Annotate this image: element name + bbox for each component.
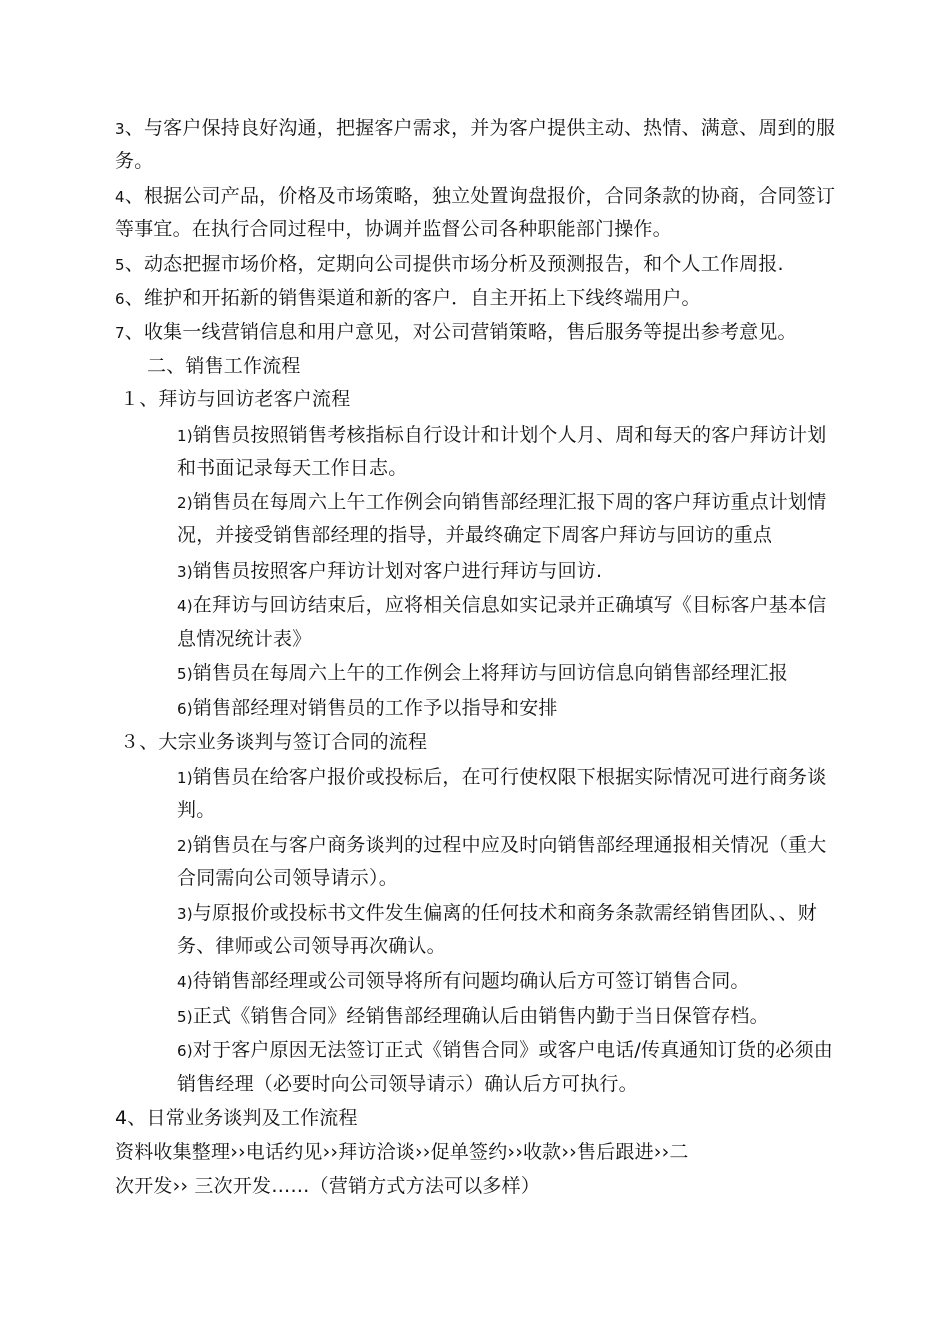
contract-step-3-line1: 3)与原报价或投标书文件发生偏离的任何技术和商务条款需经销售团队、、财 — [177, 902, 817, 924]
contract-step-4: 4)待销售部经理或公司领导将所有问题均确认后方可签订销售合同。 — [177, 970, 750, 992]
contract-step-2-line1: 2)销售员在与客户商务谈判的过程中应及时向销售部经理通报相关情况（重大 — [177, 834, 827, 856]
visit-step-2-line2: 况，并接受销售部经理的指导，并最终确定下周客户拜访与回访的重点 — [177, 524, 773, 546]
visit-step-4-line1: 4)在拜访与回访结束后，应将相关信息如实记录并正确填写《目标客户基本信 — [177, 594, 827, 616]
duty-4-line2: 等事宜。在执行合同过程中，协调并监督公司各种职能部门操作。 — [115, 218, 672, 240]
visit-step-5: 5)销售员在每周六上午的工作例会上将拜访与回访信息向销售部经理汇报 — [177, 662, 788, 684]
duty-6: 6、维护和开拓新的销售渠道和新的客户．自主开拓上下线终端用户。 — [115, 287, 701, 309]
section-title: 二、销售工作流程 — [147, 355, 301, 377]
visit-process-title: １、拜访与回访老客户流程 — [120, 388, 351, 410]
contract-step-6-line1: 6)对于客户原因无法签订正式《销售合同》或客户电话/传真通知订货的必须由 — [177, 1039, 834, 1061]
visit-step-6: 6)销售部经理对销售员的工作予以指导和安排 — [177, 697, 558, 719]
daily-process-title: 4、日常业务谈判及工作流程 — [115, 1107, 358, 1129]
contract-step-1-line1: 1)销售员在给客户报价或投标后，在可行使权限下根据实际情况可进行商务谈 — [177, 766, 827, 788]
contract-step-1-line2: 判。 — [177, 799, 216, 821]
duty-3-line1: 3、与客户保持良好沟通，把握客户需求，并为客户提供主动、热情、满意、周到的服 — [115, 117, 836, 139]
daily-flow-line2: 次开发›› 三次开发……（营销方式方法可以多样） — [115, 1175, 541, 1197]
contract-step-6-line2: 销售经理（必要时向公司领导请示）确认后方可执行。 — [177, 1073, 638, 1095]
duty-5: 5、动态把握市场价格，定期向公司提供市场分析及预测报告，和个人工作周报. — [115, 253, 784, 275]
duty-7: 7、收集一线营销信息和用户意见，对公司营销策略，售后服务等提出参考意见。 — [115, 321, 797, 343]
contract-process-title: ３、大宗业务谈判与签订合同的流程 — [120, 731, 428, 753]
duty-4-line1: 4、根据公司产品，价格及市场策略，独立处置询盘报价，合同条款的协商，合同签订 — [115, 185, 836, 207]
visit-step-2-line1: 2)销售员在每周六上午工作例会向销售部经理汇报下周的客户拜访重点计划情 — [177, 491, 827, 513]
visit-step-1-line2: 和书面记录每天工作日志。 — [177, 457, 408, 479]
duty-3-line2: 务。 — [115, 150, 154, 172]
contract-step-2-line2: 合同需向公司领导请示）。 — [177, 867, 398, 889]
visit-step-1-line1: 1)销售员按照销售考核指标自行设计和计划个人月、周和每天的客户拜访计划 — [177, 424, 827, 446]
visit-step-3: 3)销售员按照客户拜访计划对客户进行拜访与回访. — [177, 560, 603, 582]
contract-step-5: 5)正式《销售合同》经销售部经理确认后由销售内勤于当日保管存档。 — [177, 1005, 769, 1027]
contract-step-3-line2: 务、律师或公司领导再次确认。 — [177, 935, 446, 957]
daily-flow-line1: 资料收集整理››电话约见››拜访洽谈››促单签约››收款››售后跟进››二 — [115, 1141, 689, 1163]
visit-step-4-line2: 息情况统计表》 — [177, 628, 312, 650]
